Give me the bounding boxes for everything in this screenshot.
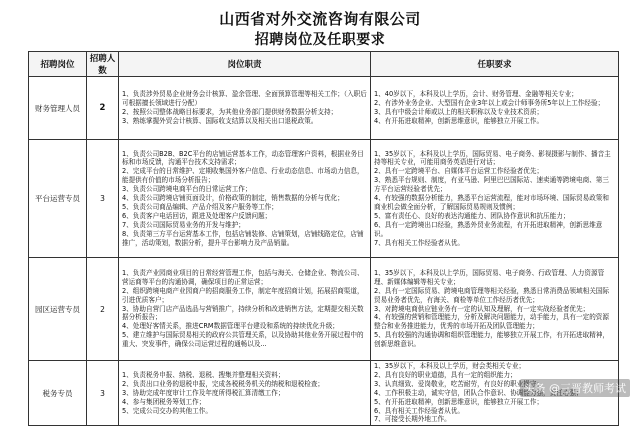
table-row — [29, 258, 619, 361]
header-requirements: 任职要求 — [371, 52, 619, 77]
requirement-item: 5、富有责任心、良好的表达沟通能力、团队协作意识和抗压能力； — [374, 211, 570, 220]
duty-item: 4、参与集团税务筹划工作； — [122, 397, 206, 406]
duty-item: 1、负责产业园商业项目的日常经营管理工作，包括与海关、仓储企业、物流公司、营运商等平台的沟通协调，确保项目的正常运营； — [122, 268, 364, 286]
requirement-item: 7、可接受长期外地工作。 — [374, 415, 451, 424]
requirement-item: 1、35岁以下，本科及以上学历，财会类相关专业； — [374, 362, 526, 370]
count-cell: 3 — [87, 140, 119, 258]
requirement-item: 3、对跨境电商供应链业务有一定的认知及理解，有一定实战经验者优先； — [374, 304, 590, 313]
requirement-item: 3、认真细致、爱岗敬业，吃苦耐劳，有良好的职业操守； — [374, 379, 544, 388]
duties-cell — [119, 258, 371, 361]
duty-item: 2、组织跨境电商产业园商户的招商服务工作，制定年度招商计划，拓展招商渠道，引进优质客户； — [122, 286, 364, 304]
duty-item: 3、熟练掌握外贸会计核算、国际收支结算以及相关出口退税政策。 — [122, 116, 318, 125]
requirement-item: 6、具有相关工作经验者从优。 — [374, 406, 464, 415]
requirement-item: 7、具有相关工作经验者从优。 — [374, 238, 464, 247]
requirement-item: 5、具有较强的沟通协调和组织管理能力，能够独立开展工作，有开拓进取精神，创新思维意识。 — [374, 331, 609, 349]
requirement-item: 4、有较强的营销和管理能力，分析及解决问题能力，动手能力，具有一定的资源整合和业务推进能力，优秀的市场开拓及团队管理能力； — [374, 313, 609, 331]
duties-cell — [119, 140, 371, 258]
requirement-item: 3、熟悉平台规则、制度，有亚马逊、阿里巴巴国际站、速卖通等跨境电商、第三方平台运营经验者优先； — [374, 176, 609, 194]
requirement-item: 6、具有一定跨境出口经验，熟悉外贸业务流程，有开拓进取精神，创新思维意识。 — [374, 220, 603, 238]
requirement-item: 5、有开拓进取精神，创新思维意识，能够独立开展工作； — [374, 397, 544, 406]
duties-cell — [119, 77, 371, 140]
duty-item: 1、负责税务申报、纳税、退税、搜集并整理相关资料； — [122, 370, 285, 379]
duty-item: 3、协助完成年度审计工作及年度所得税汇算清缴工作； — [122, 388, 285, 397]
duty-item: 2、负责出口业务的退税申报，完成各税税务机关的纳税和退税检查； — [122, 379, 325, 388]
requirement-item: 2、具有一定跨境平台、自媒体平台运营工作经验者优先； — [374, 167, 544, 176]
duty-item: 6、负责客户电话回访，跟进及处理客户反馈问题； — [122, 211, 272, 220]
requirement-item: 4、工作积极主动，诚实守信，团队合作意识、协调能力强，责任心强； — [374, 388, 583, 397]
requirements-cell — [371, 77, 619, 140]
header-position: 招聘岗位 — [29, 52, 87, 77]
table-row — [29, 140, 619, 258]
position-cell: 平台运营专员 — [29, 140, 87, 258]
count-cell: 2 — [87, 258, 119, 361]
requirement-item: 4、有开拓进取精神，创新思维意识，能够独立开展工作。 — [374, 116, 544, 125]
requirement-item: 2、具有良好的职业道德，具有一定的组织能力； — [374, 370, 517, 379]
duty-item: 5、负责公司商品编辑、产品介绍及客户服务等工作； — [122, 202, 278, 211]
requirements-cell — [371, 140, 619, 258]
duty-item: 1、负责涉外贸易企业财务会计核算、盈余管理、全面预算管理等相关工作；（入职后可根据擅长领域进行分配） — [122, 90, 367, 108]
company-title: 山西省对外交流咨询有限公司 — [219, 10, 421, 28]
duties-cell — [119, 361, 371, 426]
duty-item: 8、负责第三方平台运营基本工作，包括店铺装修、店铺策划，店铺线路定位，店铺推广，活动策划，数据分析，提升平台影响力及产品销量。 — [122, 229, 364, 247]
position-cell: 财务管理人员 — [29, 77, 87, 140]
requirement-item: 1、40岁以下，本科及以上学历，会计、财务管理、金融等相关专业； — [374, 90, 578, 99]
watermark: 头条 @三晋教师考试 — [520, 379, 631, 397]
duty-item: 7、负责公司国际贸易业务的开发与维护； — [122, 220, 245, 229]
header-duties: 岗位职责 — [119, 52, 371, 77]
count-cell: 3 — [87, 361, 119, 426]
requirement-item: 1、35岁以下，本科及以上学历，国际贸易、电子商务、行政管理、人力资源管理、新媒体编辑等相关专业； — [374, 268, 605, 286]
header-count: 招聘人数 — [87, 52, 119, 77]
recruitment-table — [28, 51, 619, 426]
requirement-item: 2、具有一定国际贸易、跨境电商管理等相关经验，熟悉日常消费品领域相关国际贸易业务者优先，有海关、商检等单位工作经历者优先； — [374, 286, 609, 304]
duty-item: 3、负责公司跨境电商平台的日常运营工作； — [122, 185, 252, 194]
requirement-item: 4、有较强的数据分析能力，熟悉平台运营流程，能对市场环境、国际贸易政策和商业机会做全面分析，了解国际贸易规则及惯例； — [374, 194, 609, 211]
table-row — [29, 77, 619, 140]
page-subtitle: 招聘岗位及任职要求 — [254, 32, 386, 48]
duty-item: 3、协助自营门店产品选品与营销推广，持续分析和改进销售方法，定期提交相关数据分析报告； — [122, 304, 364, 322]
requirement-item: 1、35岁以下，本科及以上学历，国际贸易、电子商务、影视摄影与制作、播音主持等相关专业，可能用商务英语进行对话； — [374, 149, 611, 167]
requirement-item: 3、具有中级会计师或以上的相关职称以及专业技术资质； — [374, 108, 544, 116]
table-header-row — [29, 52, 619, 77]
count-cell: 2 — [87, 77, 119, 140]
duty-item: 2、完成平台的日常维护、定期收集国外客户信息、行业动态信息、市场动力信息，能提供有价值的市场分析报告； — [122, 167, 364, 185]
position-cell: 税务专员 — [29, 361, 87, 426]
position-cell: 园区运营专员 — [29, 258, 87, 361]
duty-item: 1、负责公司B2B、B2C平台的店铺运营基本工作，动态管理客户资料，根据业务目标和市场反馈，沟通平台技术支持需求； — [122, 149, 364, 167]
duty-item: 5、完成公司交办的其他工作。 — [122, 406, 212, 415]
duty-item: 2、按照公司整体战略目标要求，为其他业务部门提供财务数据分析支持； — [122, 108, 338, 116]
duty-item: 4、负责公司跨境店铺页面设计，价格政策的制定，销售数据的分析与优化； — [122, 194, 344, 203]
duty-item: 4、处理好客情关系，推进CRM数据管理平台建设和系统的持续优化升级； — [122, 322, 339, 331]
duty-item: 5、建立维护与国际贸易相关的政府公共管理关系，以及协助其他业务开展过程中的重大、突发事件，确保公司运营过程的通畅以及... — [122, 331, 364, 349]
requirements-cell — [371, 258, 619, 361]
requirement-item: 2、有涉外业务企业、大型国有企业3年以上或会计师事务所5年以上工作经验； — [374, 99, 605, 108]
